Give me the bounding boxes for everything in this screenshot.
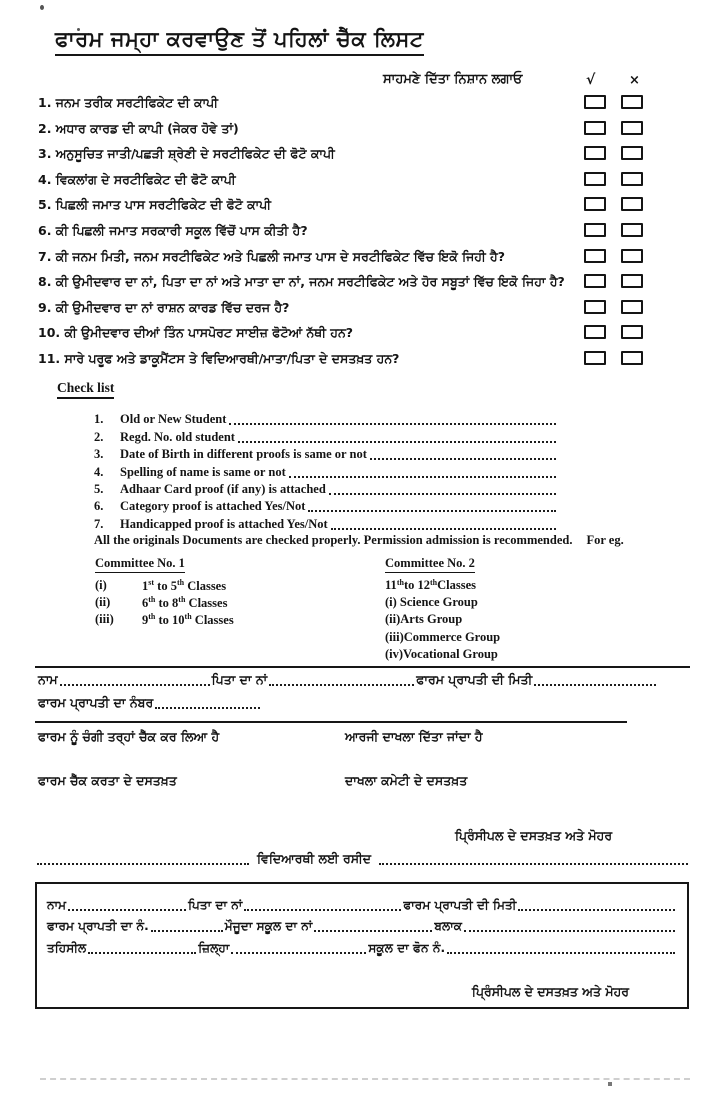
checklist-row (38, 297, 698, 323)
english-checklist-row (94, 497, 556, 514)
form-checker-signature-label: ਫਾਰਮ ਚੈੱਕ ਕਰਤਾ ਦੇ ਦਸਤਖ਼ਤ (38, 773, 177, 788)
box-name-label: ਨਾਮ (47, 897, 67, 912)
office-name-row (38, 672, 658, 688)
checklist-item-text: 2. ਅਧਾਰ ਕਾਰਡ ਦੀ ਕਾਪੀ (ਜੇਕਰ ਹੋਵੇ ਤਾਂ) (38, 120, 239, 136)
principal-signature-label: ਪ੍ਰਿੰਸੀਪਲ ਦੇ ਦਸਤਖ਼ਤ ਅਤੇ ਮੋਹਰ (455, 828, 613, 843)
committee-1-heading: Committee No. 1 (95, 556, 185, 573)
scan-speck (40, 5, 44, 10)
checkbox-no[interactable] (621, 121, 643, 135)
english-checklist-row (94, 480, 556, 497)
checkbox-no[interactable] (621, 197, 643, 211)
checkbox-no[interactable] (621, 95, 643, 109)
checkbox-no[interactable] (621, 172, 643, 186)
section-divider (35, 721, 627, 723)
checklist-row (38, 118, 698, 144)
box-district-label: ਜ਼ਿਲ੍ਹਾ (198, 940, 230, 955)
english-checklist-row (94, 445, 556, 462)
form-checked-row (38, 729, 688, 745)
committee-2-block (385, 556, 500, 664)
checkbox-yes[interactable] (584, 172, 606, 186)
box-current-school-label: ਮੌਜੂਦਾ ਸਕੂਲ ਦਾ ਨਾਂ (224, 919, 313, 933)
receipt-box-row-3 (47, 934, 677, 956)
checklist-note (94, 532, 624, 548)
item-number: 4. (94, 464, 104, 479)
fill-line[interactable] (308, 501, 556, 512)
committee-2-row: (i) Science Group (385, 595, 478, 610)
committee-2-rows (385, 578, 500, 664)
form-receipt-number-label: ਫਾਰਮ ਪ੍ਰਾਪਤੀ ਦਾ ਨੰਬਰ (38, 695, 154, 710)
provisional-admission-label: ਆਰਜੀ ਦਾਖਲਾ ਦਿੱਤਾ ਜਾਂਦਾ ਹੈ (345, 729, 483, 744)
fill-line[interactable] (229, 414, 556, 425)
checklist-item-text: 1. ਜਨਮ ਤਰੀਕ ਸਰਟੀਫਿਕੇਟ ਦੀ ਕਾਪੀ (38, 95, 218, 110)
checklist-row (38, 348, 698, 374)
row-label: (ii) (95, 595, 111, 610)
form-checked-label: ਫਾਰਮ ਨੂੰ ਚੰਗੀ ਤਰ੍ਹਾਂ ਚੈੱਕ ਕਰ ਲਿਆ ਹੈ (38, 729, 220, 744)
box-school-phone-label: ਸਕੂਲ ਦਾ ਫੋਨ ਨੰ. (368, 940, 446, 955)
item-text: Adhaar Card proof (if any) is attached (120, 481, 326, 496)
committee-2-row: (iii)Commerce Group (385, 629, 501, 644)
form-receipt-number-field-line[interactable] (155, 699, 260, 709)
checklist-item-text: 6. ਕੀ ਪਿਛਲੀ ਜਮਾਤ ਸਰਕਾਰੀ ਸਕੂਲ ਵਿੱਚੋਂ ਪਾਸ ਕੀਤੀ ਹੈ? (38, 222, 308, 238)
checkbox-yes[interactable] (584, 146, 606, 160)
item-number: 5. (94, 481, 104, 496)
committee-1-row (95, 578, 234, 595)
box-form-number-field-line[interactable] (151, 922, 223, 932)
punjabi-checklist (38, 92, 698, 374)
bottom-dashed-line (40, 1078, 690, 1080)
committee-2-heading: Committee No. 2 (385, 556, 475, 573)
checklist-item-text: 3. ਅਨੁਸੂਚਿਤ ਜਾਤੀ/ਪਛੜੀ ਸ਼੍ਰੇਣੀ ਦੇ ਸਰਟੀਫਿਕੇਟ ਦੀ ਫੋਟੋ ਕਾਪੀ (38, 146, 335, 162)
checklist-row (38, 143, 698, 169)
receipt-box-row-2 (47, 913, 677, 935)
checklist-row (38, 246, 698, 272)
box-form-number-label: ਫਾਰਮ ਪ੍ਰਾਪਤੀ ਦਾ ਨੰ. (47, 919, 149, 933)
name-label: ਨਾਮ (38, 672, 58, 687)
father-name-label: ਪਿਤਾ ਦਾ ਨਾਂ (211, 672, 268, 687)
row-label: (i) (95, 578, 107, 592)
checkbox-yes[interactable] (584, 249, 606, 263)
english-checklist-row (94, 514, 556, 531)
receipt-right-field-line[interactable] (379, 855, 688, 865)
checkbox-yes[interactable] (584, 121, 606, 135)
checklist-row (38, 271, 698, 297)
checklist-item-text: 9. ਕੀ ਉਮੀਦਵਾਰ ਦਾ ਨਾਂ ਰਾਸ਼ਨ ਕਾਰਡ ਵਿੱਚ ਦਰਜ ਹੈ? (38, 299, 290, 315)
fill-line[interactable] (289, 467, 556, 478)
checklist-item-text: 5. ਪਿਛਲੀ ਜਮਾਤ ਪਾਸ ਸਰਟੀਫਿਕੇਟ ਦੀ ਫੋਟੋ ਕਾਪੀ (38, 197, 272, 213)
item-number: 7. (94, 516, 104, 531)
item-text: Spelling of name is same or not (120, 464, 286, 479)
checklist-item-text: 10. ਕੀ ਉਮੀਦਵਾਰ ਦੀਆਂ ਤਿੰਨ ਪਾਸਪੋਰਟ ਸਾਈਜ਼ ਫੋਟੋਆਂ ਨੱਥੀ ਹਨ? (38, 325, 354, 341)
item-number: 2. (94, 429, 104, 444)
row-label: (iii) (95, 612, 114, 627)
row-text: 1st to 5th Classes (142, 578, 227, 594)
box-form-date-field-line[interactable] (518, 901, 675, 911)
checkbox-yes[interactable] (584, 197, 606, 211)
tick-symbol: √ (586, 72, 596, 88)
for-eg-text: For eg. (586, 532, 624, 547)
fill-line[interactable] (329, 484, 556, 495)
checkbox-no[interactable] (621, 300, 643, 314)
receipt-box (35, 882, 689, 1009)
name-field-line[interactable] (60, 676, 210, 686)
item-number: 3. (94, 447, 104, 462)
box-form-date-label: ਫਾਰਮ ਪ੍ਰਾਪਤੀ ਦੀ ਮਿਤੀ (403, 897, 517, 912)
item-number: 6. (94, 499, 104, 514)
box-block-field-line[interactable] (464, 922, 675, 932)
checkbox-no[interactable] (621, 325, 643, 339)
checkbox-no[interactable] (621, 249, 643, 263)
committee-1-row (95, 595, 234, 612)
fill-line[interactable] (370, 449, 556, 460)
english-checklist-row (94, 410, 556, 427)
checklist-item-text: 11. ਸਾਰੇ ਪਰੂਫ ਅਤੇ ਡਾਕੂਮੈਂਟਸ ਤੇ ਵਿਦਿਆਰਥੀ/ਮਾਤਾ/ਪਿਤਾ ਦੇ ਦਸਤਖ਼ਤ ਹਨ? (38, 350, 400, 366)
scan-speck (608, 1082, 612, 1086)
office-form-number-row (38, 695, 288, 711)
mark-instruction-label: ਸਾਹਮਣੇ ਦਿੱਤਾ ਨਿਸ਼ਾਨ ਲਗਾਓ (383, 72, 523, 87)
checkbox-no[interactable] (621, 223, 643, 237)
english-checklist-items (94, 410, 556, 532)
box-father-field-line[interactable] (244, 901, 401, 911)
checkbox-no[interactable] (621, 351, 643, 365)
committee-2-row: 11 th to 12 th Classes (385, 578, 477, 592)
box-block-label: ਬਲਾਕ (434, 919, 463, 933)
box-school-phone-field-line[interactable] (447, 944, 675, 954)
checkbox-yes[interactable] (584, 274, 606, 288)
box-father-label: ਪਿਤਾ ਦਾ ਨਾਂ (188, 897, 243, 912)
committee-2-row: (ii)Arts Group (385, 612, 463, 627)
student-receipt-row (35, 851, 690, 867)
receipt-left-field-line[interactable] (37, 855, 249, 865)
box-district-field-line[interactable] (231, 944, 366, 954)
father-name-field-line[interactable] (269, 676, 414, 686)
committee-1-row (95, 612, 234, 629)
box-tehsil-label: ਤਹਿਸੀਲ (47, 940, 87, 955)
committee-1-rows (95, 578, 234, 630)
checklist-row (38, 92, 698, 118)
checkbox-yes[interactable] (584, 351, 606, 365)
item-number: 1. (94, 412, 104, 427)
receipt-box-row-1 (47, 891, 677, 913)
committee-1-block (95, 556, 234, 630)
fill-line[interactable] (238, 432, 556, 443)
checklist-item-text: 8. ਕੀ ਉਮੀਦਵਾਰ ਦਾ ਨਾਂ, ਪਿਤਾ ਦਾ ਨਾਂ ਅਤੇ ਮਾਤਾ ਦਾ ਨਾਂ, ਜਨਮ ਸਰਟੀਫਿਕੇਟ ਅਤੇ ਹੋਰ ਸਬੂਤਾਂ ਵਿੱਚ ਇਕੋ ਜਿਹਾ ਹੈ? (38, 274, 565, 290)
checkbox-yes[interactable] (584, 325, 606, 339)
form-receipt-date-field-line[interactable] (534, 676, 656, 686)
mark-header (0, 72, 725, 92)
english-checklist-row (94, 462, 556, 479)
checkbox-no[interactable] (621, 274, 643, 288)
item-text: Date of Birth in different proofs is same or not (120, 447, 367, 462)
checklist-row (38, 220, 698, 246)
fill-line[interactable] (331, 519, 556, 530)
committee-2-row: (iv)Vocational Group (385, 646, 498, 661)
item-text: Handicapped proof is attached Yes/Not (120, 516, 328, 531)
checkbox-yes[interactable] (584, 300, 606, 314)
checklist-row (38, 169, 698, 195)
student-receipt-label: ਵਿਦਿਆਰਥੀ ਲਈ ਰਸੀਦ (257, 851, 372, 866)
box-tehsil-field-line[interactable] (88, 944, 196, 954)
row-text: 6th to 8th Classes (142, 595, 228, 611)
item-text: Regd. No. old student (120, 429, 235, 444)
item-text: Old or New Student (120, 412, 227, 427)
checklist-item-text: 4. ਵਿਕਲਾਂਗ ਦੇ ਸਰਟੀਫਿਕੇਟ ਦੀ ਫੋਟੋ ਕਾਪੀ (38, 171, 236, 187)
form-receipt-date-label: ਫਾਰਮ ਪ੍ਰਾਪਤੀ ਦੀ ਮਿਤੀ (416, 672, 533, 687)
checklist-row (38, 194, 698, 220)
signatures-row (38, 773, 688, 789)
checklist-row (38, 322, 698, 348)
english-checklist-heading: Check list (57, 380, 114, 399)
box-name-field-line[interactable] (68, 901, 186, 911)
note-text: All the originals Documents are checked properly. Permission admission is recommended. (94, 532, 573, 547)
row-text: 9th to 10th Classes (142, 612, 234, 628)
checkbox-yes[interactable] (584, 223, 606, 237)
english-checklist-section (57, 379, 624, 548)
english-checklist-row (94, 427, 556, 444)
checkbox-yes[interactable] (584, 95, 606, 109)
checkbox-no[interactable] (621, 146, 643, 160)
box-principal-signature-label: ਪ੍ਰਿੰਸੀਪਲ ਦੇ ਦਸਤਖ਼ਤ ਅਤੇ ਮੋਹਰ (471, 984, 629, 999)
cross-symbol: × (629, 73, 640, 88)
box-current-school-field-line[interactable] (314, 922, 432, 932)
section-divider (35, 666, 690, 668)
admission-committee-signature-label: ਦਾਖਲਾ ਕਮੇਟੀ ਦੇ ਦਸਤਖ਼ਤ (345, 773, 468, 788)
form-title: ਫਾਰਮ ਜਮ੍ਹਾ ਕਰਵਾਉਣ ਤੋਂ ਪਹਿਲਾਂ ਚੈੱਕ ਲਿਸਟ (55, 27, 424, 56)
checklist-item-text: 7. ਕੀ ਜਨਮ ਮਿਤੀ, ਜਨਮ ਸਰਟੀਫਿਕੇਟ ਅਤੇ ਪਿਛਲੀ ਜਮਾਤ ਪਾਸ ਦੇ ਸਰਟੀਫਿਕੇਟ ਵਿੱਚ ਇਕੋ ਜਿਹੀ ਹੈ? (38, 248, 505, 264)
item-text: Category proof is attached Yes/Not (120, 499, 306, 514)
